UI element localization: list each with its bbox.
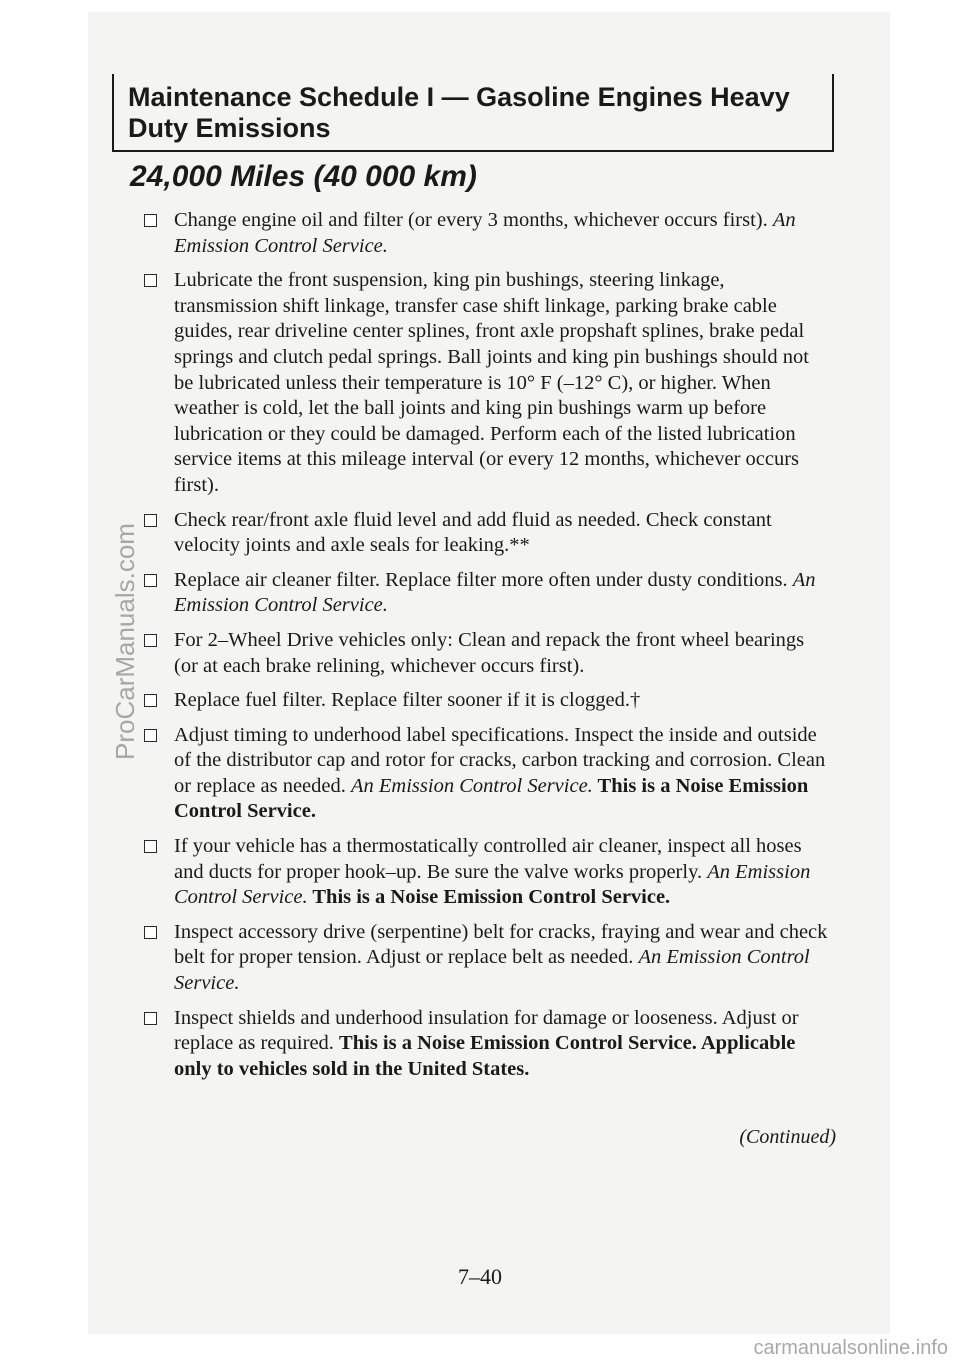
checkbox-icon[interactable]: [144, 926, 157, 939]
checklist-item-text: [174, 509, 772, 557]
header-title-line-1: Maintenance Schedule I — Gasoline Engines Heavy: [128, 82, 790, 112]
checklist-item-text-part: An Emission Control Service.: [174, 946, 810, 995]
checklist-item: [140, 508, 830, 559]
checklist-item-text-part: An Emission Control Service.: [351, 774, 593, 797]
checklist-item-text: [174, 629, 804, 677]
page-number: 7–40: [458, 1264, 502, 1289]
section-header-box: [112, 74, 834, 152]
checkbox-icon[interactable]: [144, 694, 157, 707]
checklist-item-text-part: For 2–Wheel Drive vehicles only: Clean and repack the front wheel bearings (or at each brake relining, whichever occurs first).: [174, 628, 805, 677]
checklist-item-text-part: Change engine oil and filter (or every 3 months, whichever occurs first).: [174, 209, 773, 231]
checklist-item: [140, 834, 830, 911]
checklist-item: [140, 723, 830, 825]
checklist-item-text: [174, 689, 640, 711]
checklist-item-text: [174, 921, 827, 994]
checklist-item-text: [174, 209, 796, 257]
checklist-item: [140, 268, 830, 498]
checklist-item: [140, 1006, 830, 1083]
checklist-item-text: [174, 724, 825, 823]
section-header-title: [128, 82, 818, 144]
checkbox-icon[interactable]: [144, 634, 157, 647]
checklist-item: [140, 208, 830, 259]
checklist-item-text-part: Replace air cleaner filter. Replace filter more often under dusty conditions.: [174, 568, 793, 591]
checklist-item-text-part: An Emission Control Service.: [174, 860, 811, 909]
checklist-item-text-part: This is a Noise Emission Control Service. Applicable only to vehicles sold in the United States.: [174, 1032, 796, 1080]
checklist-item-text-part: This is a Noise Emission Control Service.: [174, 774, 809, 823]
checkbox-icon[interactable]: [144, 214, 157, 227]
checklist-item-text-part: Inspect shields and underhood insulation for damage or looseness. Adjust or replace as required.: [174, 1006, 799, 1055]
checklist-item-text: [174, 1007, 799, 1080]
checklist-item-text-part: Replace fuel filter. Replace filter sooner if it is clogged.†: [174, 689, 641, 712]
checklist-item-text-part: Lubricate the front suspension, king pin bushings, steering linkage, transmission shift linkage, transfer case shift linkage, parking brake cable guides, rear driveline center splines, front axle propshaft splines, brake pedal springs and clutch pedal springs. Ball joints and king pin bushings should not be lubricated unless their temperature is 10° F (–12° C), or higher. When weather is cold, let the ball joints and king pin bushings warm up before lubrication or they could be damaged. Perform each of the listed lubrication service items at this mileage interval (or every 12 months, whichever occurs first).: [174, 269, 809, 496]
checkbox-icon[interactable]: [144, 574, 157, 587]
checklist-item: [140, 628, 830, 679]
header-title-line-2: Duty Emissions: [128, 113, 331, 143]
checkbox-icon[interactable]: [144, 1012, 157, 1025]
checkbox-icon[interactable]: [144, 840, 157, 853]
checklist-item: [140, 688, 830, 714]
checkbox-icon[interactable]: [144, 514, 157, 527]
checklist-item-text-part: Inspect accessory drive (serpentine) belt for cracks, fraying and wear and check belt for proper tension. Adjust or replace belt as needed.: [174, 920, 828, 969]
checklist-item-text: [174, 269, 809, 496]
checkbox-icon[interactable]: [144, 729, 157, 742]
checklist-item-text-part: This is a Noise Emission Control Service.: [307, 886, 671, 909]
checklist-item-text-part: Adjust timing to underhood label specifications. Inspect the inside and outside of the distributor cap and rotor for cracks, carbon tracking and corrosion. Clean or replace as needed.: [174, 723, 826, 797]
side-watermark: ProCarManuals.com: [110, 523, 140, 760]
checkbox-icon[interactable]: [144, 274, 157, 287]
checklist-item-text-part: An Emission Control Service.: [174, 568, 816, 617]
checklist-item-text-part: Check rear/front axle fluid level and add fluid as needed. Check constant velocity joints and axle seals for leaking.**: [174, 508, 772, 557]
continued-note: (Continued): [739, 1126, 836, 1148]
checklist-item: [140, 920, 830, 997]
checklist-item: [140, 568, 830, 619]
checklist-item-text: [174, 569, 816, 617]
checklist-item-text: [174, 835, 810, 908]
bottom-watermark: carmanualsonline.info: [753, 1337, 948, 1359]
checklist-item-text-part: If your vehicle has a thermostatically controlled air cleaner, inspect all hoses and ducts for proper hook–up. Be sure the valve works properly.: [174, 835, 802, 883]
mileage-heading: 24,000 Miles (40 000 km): [130, 160, 477, 193]
maintenance-checklist: [140, 208, 830, 1091]
checklist-item-text-part: An Emission Control Service.: [174, 209, 796, 257]
